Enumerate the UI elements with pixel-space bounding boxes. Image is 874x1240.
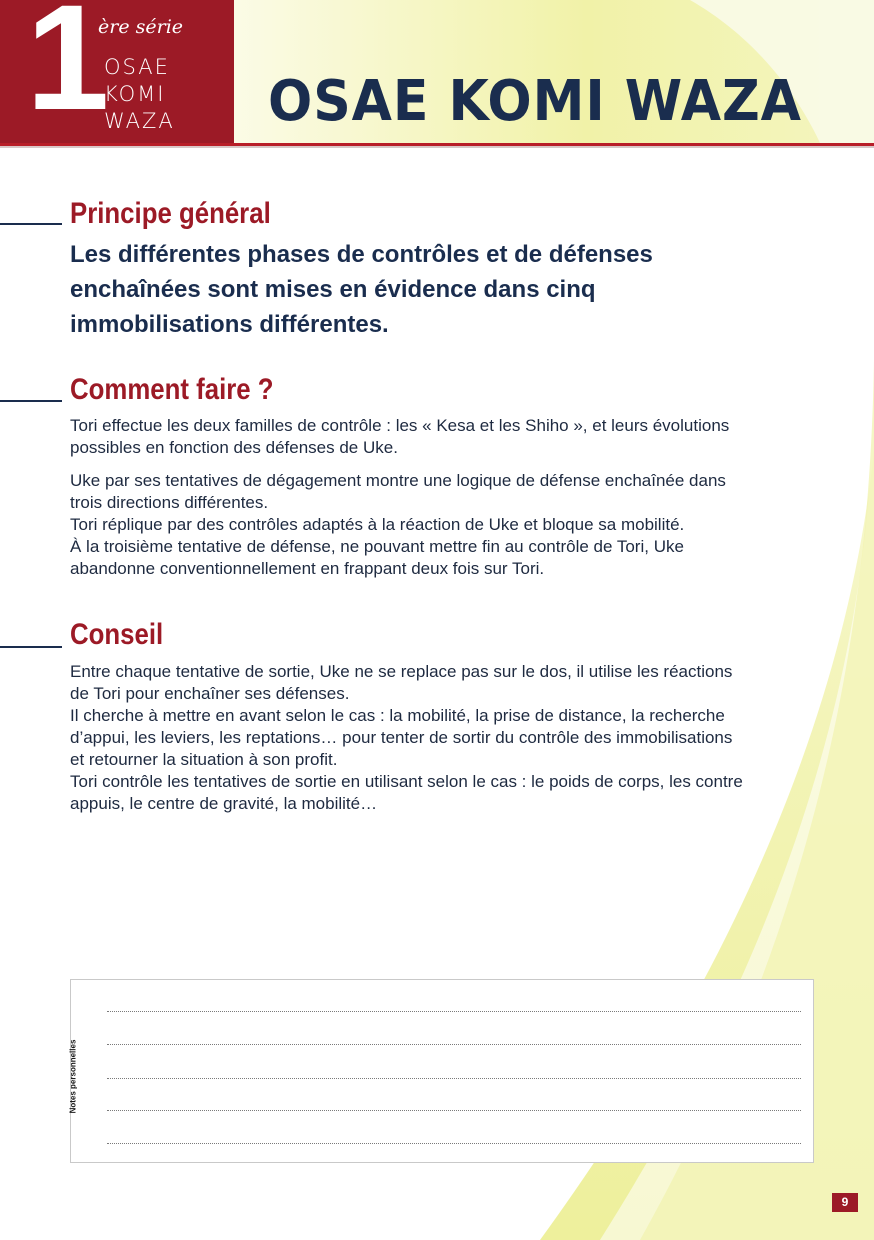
lead-line: enchaînées sont mises en évidence dans cinq [70, 276, 596, 303]
body-line: Uke par ses tentatives de dégagement montre une logique de défense enchaînée dans [70, 471, 726, 490]
page-title: OSAE KOMI WAZA [268, 69, 802, 134]
series-badge [0, 0, 234, 143]
principe-lead [70, 237, 810, 342]
series-superscript: ère série [98, 16, 184, 38]
section-heading-principe: Principe général [70, 197, 271, 230]
notes-line[interactable] [107, 1011, 801, 1012]
series-name [104, 54, 175, 135]
body-line: possibles en fonction des défenses de Uke. [70, 438, 398, 457]
body-line: appuis, le centre de gravité, la mobilité… [70, 794, 378, 813]
notes-line[interactable] [107, 1078, 801, 1079]
body-line: Tori réplique par des contrôles adaptés à la réaction de Uke et bloque sa mobilité. [70, 515, 685, 534]
series-name-line: WAZA [104, 109, 175, 133]
section-heading-comment: Comment faire ? [70, 373, 274, 406]
series-name-line: OSAE [104, 55, 170, 79]
body-line: Entre chaque tentative de sortie, Uke ne se replace pas sur le dos, il utilise les réactions [70, 662, 733, 681]
body-line: et retourner la situation à son profit. [70, 750, 338, 769]
body-line: Il cherche à mettre en avant selon le cas : la mobilité, la prise de distance, la recherche [70, 706, 725, 725]
conseil-body [70, 661, 830, 815]
series-number: 1 [26, 0, 106, 141]
notes-line[interactable] [107, 1044, 801, 1045]
lead-line: Les différentes phases de contrôles et de défenses [70, 241, 653, 268]
page-header [0, 0, 874, 148]
section-rule [0, 223, 62, 225]
notes-box [70, 979, 814, 1163]
notes-label: Notes personnelles [68, 1039, 78, 1114]
body-line: d’appui, les leviers, les reptations… pour tenter de sortir du contrôle des immobilisations [70, 728, 733, 747]
body-line: À la troisième tentative de défense, ne pouvant mettre fin au contrôle de Tori, Uke [70, 537, 684, 556]
header-divider-shadow [0, 146, 874, 148]
section-rule [0, 646, 62, 648]
body-line: de Tori pour enchaîner ses défenses. [70, 684, 350, 703]
body-line: Tori effectue les deux familles de contrôle : les « Kesa et les Shiho », et leurs évolutions [70, 416, 730, 435]
comment-body [70, 415, 830, 580]
notes-line[interactable] [107, 1110, 801, 1111]
series-name-line: KOMI [104, 82, 166, 106]
notes-line[interactable] [107, 1143, 801, 1144]
body-line: trois directions différentes. [70, 493, 269, 512]
body-line: abandonne conventionnellement en frappant deux fois sur Tori. [70, 559, 545, 578]
body-line: Tori contrôle les tentatives de sortie en utilisant selon le cas : le poids de corps, les contre [70, 772, 743, 791]
section-heading-conseil: Conseil [70, 618, 164, 651]
section-rule [0, 400, 62, 402]
page-number: 9 [832, 1193, 858, 1212]
lead-line: immobilisations différentes. [70, 311, 389, 338]
